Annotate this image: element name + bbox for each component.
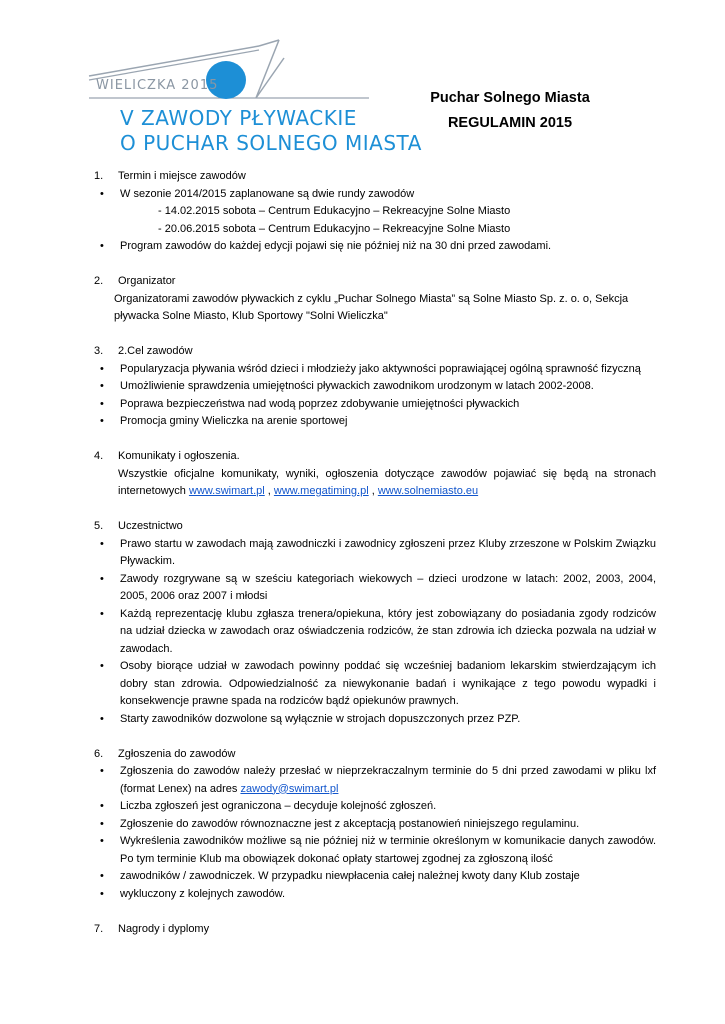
bullet-item: • Każdą reprezentację klubu zgłasza trenera/opiekuna, który jest zobowiązany do posiadania zgody rodziców na udział dziecka w zawodach oraz oświadczenia rodziców, że stan zdrowia ich dziecka pozwala na udział w zawodach.	[100, 607, 656, 655]
logo-small-text: WIELICZKA 2015	[96, 78, 219, 93]
section-4	[94, 448, 656, 501]
section-heading: Organizator	[118, 275, 176, 287]
bullet-item: • Promocja gminy Wieliczka na arenie sportowej	[94, 413, 656, 431]
section-heading: Nagrody i dyplomy	[118, 922, 210, 935]
bullet-item: • W sezonie 2014/2015 zaplanowane są dwie rundy zawodów	[94, 186, 656, 204]
bullet-item: • Liczba zgłoszeń jest ograniczona – decyduje kolejność zgłoszeń.	[94, 798, 656, 816]
bullet-item: • Osoby biorące udział w zawodach powinny poddać się wcześniej badaniom lekarskim stwierdzającym ich dobry stan zdrowia. Odpowiedzialność za niewykonanie badań i wynikające z tego powodu wypadki i konsekwencje prawne spada na rodziców bądź opiekunów prawnych.	[100, 660, 656, 707]
paragraph: Wszystkie oficjalne komunikaty, wyniki, ogłoszenia dotyczące zawodów pojawiać się będą na stronach internetowych www.swimart.pl , www.megatiming.pl , www.solnemiasto.eu	[118, 467, 656, 497]
bullet-icon: •	[100, 835, 104, 847]
section-6	[94, 746, 656, 904]
section-7	[94, 921, 656, 939]
logo-line-2: O PUCHAR SOLNEGO MIASTA	[120, 131, 422, 155]
section-5	[94, 518, 656, 728]
bullet-item: • Zgłoszenia do zawodów należy przesłać w nieprzekraczalnym terminie do 5 dni przed zawodami w pliku lxf (format Lenex) na adres zawody@swimart.pl	[100, 765, 656, 795]
section-heading: Zgłoszenia do zawodów	[118, 747, 236, 760]
bullet-icon: •	[100, 187, 104, 200]
document-title	[410, 86, 610, 136]
link-solnemiasto[interactable]: www.solnemiasto.eu	[377, 485, 479, 497]
paragraph-line: Organizatorami zawodów pływackich z cyklu „Puchar Solnego Miasta” są Solne Miasto Sp. z. o. o, Sekcja	[114, 292, 629, 305]
date-line: - 14.02.2015 sobota – Centrum Edukacyjno – Rekreacyjne Solne Miasto	[158, 205, 511, 217]
section-number: 5.	[94, 520, 104, 532]
link-megatiming[interactable]: www.megatiming.pl	[273, 485, 369, 497]
event-logo	[84, 18, 422, 158]
section-2	[94, 273, 656, 326]
bullet-icon: •	[100, 800, 104, 812]
bullet-item: • Umożliwienie sprawdzenia umiejętności pływackich zawodnikom urodzonym w latach 2002-2008.	[94, 378, 656, 396]
bullet-item: • Zawody rozgrywane są w sześciu kategoriach wiekowych – dzieci urodzone w latach: 2002, 2003, 2004, 2005, 2006 oraz 2007 i młodsi	[100, 572, 656, 602]
bullet-icon: •	[100, 537, 104, 550]
bullet-icon: •	[100, 887, 104, 900]
section-3	[94, 343, 656, 431]
section-heading: 2.Cel zawodów	[118, 345, 193, 357]
bullet-item: • zawodników / zawodniczek. W przypadku niewpłacenia całej należnej kwoty dany Klub zostaje	[94, 868, 656, 886]
paragraph-line: pływacka Solne Miasto, Klub Sportowy "Solni Wieliczka"	[114, 310, 388, 322]
date-line: - 20.06.2015 sobota – Centrum Edukacyjno – Rekreacyjne Solne Miasto	[158, 222, 511, 235]
section-number: 2.	[94, 275, 104, 287]
link-swimart[interactable]: www.swimart.pl	[188, 485, 265, 497]
section-number: 1.	[94, 170, 104, 182]
bullet-item: • Popularyzacja pływania wśród dzieci i młodzieży jako aktywności poprawiającej ogólną sprawność fizyczną	[94, 361, 656, 379]
bullet-icon: •	[100, 380, 104, 392]
bullet-item: • Prawo startu w zawodach mają zawodniczki i zawodnicy zgłoszeni przez Kluby zrzeszone w Polskim Związku Pływackim.	[100, 537, 656, 567]
section-number: 4.	[94, 450, 104, 462]
bullet-item: • Poprawa bezpieczeństwa nad wodą poprzez zdobywanie umiejętności pływackich	[94, 396, 656, 414]
bullet-icon: •	[100, 240, 104, 252]
bullet-icon: •	[100, 572, 104, 585]
bullet-item: • wykluczony z kolejnych zawodów.	[94, 886, 656, 904]
section-1	[94, 168, 656, 256]
document-body	[94, 168, 656, 956]
section-number: 7.	[94, 922, 104, 935]
bullet-item: • Program zawodów do każdej edycji pojawi się nie później niż na 30 dni przed zawodami.	[94, 238, 656, 256]
bullet-icon: •	[100, 817, 104, 830]
section-heading: Komunikaty i ogłoszenia.	[118, 450, 240, 462]
bullet-icon: •	[100, 712, 104, 725]
title-line-2: REGULAMIN 2015	[447, 115, 573, 131]
section-number: 6.	[94, 747, 104, 760]
bullet-icon: •	[100, 415, 104, 427]
bullet-item: • Wykreślenia zawodników możliwe są nie później niż w terminie określonym w komunikacie danych zawodów. Po tym terminie Klub ma obowiązek dokonać opłaty startowej zgodnej za zgłoszoną ilość	[100, 835, 656, 865]
bullet-icon: •	[100, 765, 104, 777]
bullet-icon: •	[100, 607, 104, 620]
title-line-1: Puchar Solnego Miasta	[430, 90, 590, 106]
logo-line-1: V ZAWODY PŁYWACKIE	[120, 106, 357, 130]
section-heading: Termin i miejsce zawodów	[118, 170, 246, 182]
section-heading: Uczestnictwo	[118, 520, 183, 532]
email-link[interactable]: zawody@swimart.pl	[240, 782, 339, 795]
bullet-icon: •	[100, 362, 104, 375]
bullet-icon: •	[100, 660, 104, 672]
bullet-icon: •	[100, 870, 104, 882]
bullet-item: • Starty zawodników dozwolone są wyłącznie w strojach dopuszczonych przez PZP.	[94, 711, 656, 729]
bullet-item: • Zgłoszenie do zawodów równoznaczne jest z akceptacją postanowień niniejszego regulaminu.	[94, 816, 656, 834]
section-number: 3.	[94, 345, 104, 357]
bullet-icon: •	[100, 397, 104, 410]
